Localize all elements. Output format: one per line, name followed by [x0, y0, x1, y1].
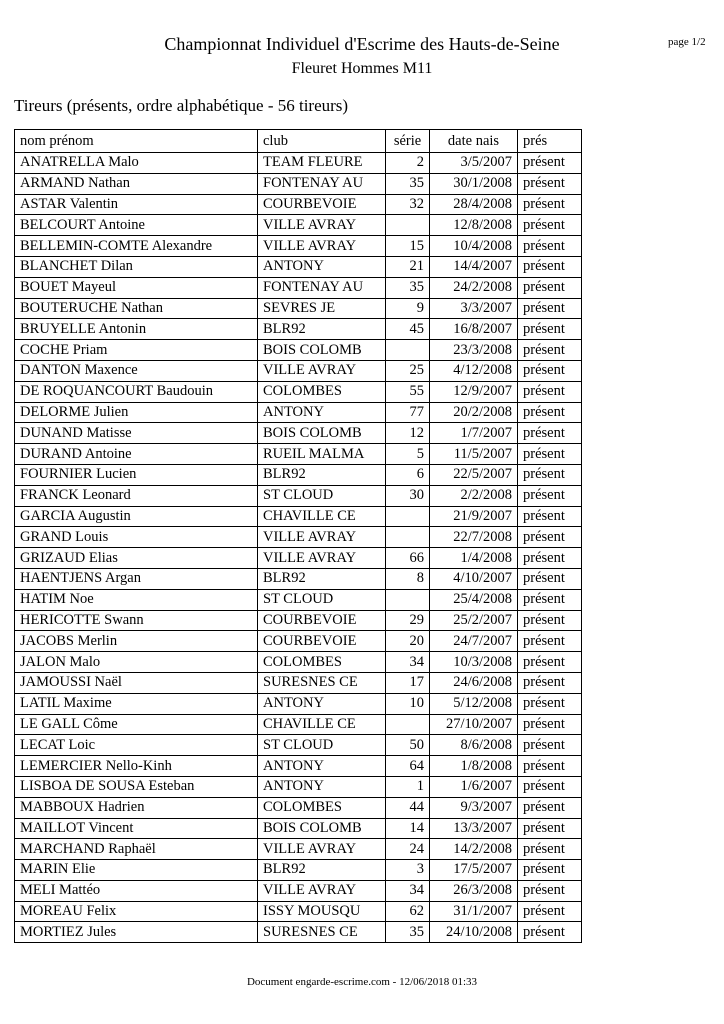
cell-club: COLOMBES: [258, 652, 386, 673]
cell-birthdate: 17/5/2007: [430, 860, 518, 881]
table-row: [15, 423, 582, 444]
cell-presence: présent: [518, 672, 582, 693]
cell-club: VILLE AVRAY: [258, 236, 386, 257]
cell-presence: présent: [518, 776, 582, 797]
cell-presence: présent: [518, 589, 582, 610]
fencers-table: [14, 129, 582, 943]
cell-presence: présent: [518, 693, 582, 714]
cell-birthdate: 13/3/2007: [430, 818, 518, 839]
cell-club: BOIS COLOMB: [258, 818, 386, 839]
cell-serie: 45: [386, 319, 430, 340]
cell-name: BELCOURT Antoine: [15, 215, 258, 236]
cell-birthdate: 3/3/2007: [430, 298, 518, 319]
cell-name: COCHE Priam: [15, 340, 258, 361]
cell-presence: présent: [518, 714, 582, 735]
cell-name: LECAT Loic: [15, 735, 258, 756]
cell-club: VILLE AVRAY: [258, 527, 386, 548]
column-header-birthdate: date nais: [430, 130, 518, 153]
cell-serie: 20: [386, 631, 430, 652]
table-row: [15, 735, 582, 756]
cell-club: COURBEVOIE: [258, 631, 386, 652]
cell-serie: 5: [386, 444, 430, 465]
cell-birthdate: 14/2/2008: [430, 839, 518, 860]
cell-name: DURAND Antoine: [15, 444, 258, 465]
cell-name: DE ROQUANCOURT Baudouin: [15, 381, 258, 402]
cell-club: ST CLOUD: [258, 735, 386, 756]
cell-name: FOURNIER Lucien: [15, 464, 258, 485]
cell-club: ANTONY: [258, 693, 386, 714]
cell-name: MARIN Elie: [15, 860, 258, 881]
cell-club: ANTONY: [258, 756, 386, 777]
cell-name: LISBOA DE SOUSA Esteban: [15, 776, 258, 797]
cell-club: ANTONY: [258, 776, 386, 797]
cell-presence: présent: [518, 402, 582, 423]
cell-presence: présent: [518, 922, 582, 943]
column-header-name: nom prénom: [15, 130, 258, 153]
cell-serie: 32: [386, 194, 430, 215]
cell-club: COURBEVOIE: [258, 194, 386, 215]
cell-name: BRUYELLE Antonin: [15, 319, 258, 340]
cell-serie: 17: [386, 672, 430, 693]
cell-club: SURESNES CE: [258, 922, 386, 943]
cell-birthdate: 4/10/2007: [430, 568, 518, 589]
cell-presence: présent: [518, 631, 582, 652]
cell-name: HERICOTTE Swann: [15, 610, 258, 631]
table-row: [15, 381, 582, 402]
cell-serie: 35: [386, 922, 430, 943]
cell-presence: présent: [518, 360, 582, 381]
cell-club: CHAVILLE CE: [258, 714, 386, 735]
cell-name: JALON Malo: [15, 652, 258, 673]
cell-club: VILLE AVRAY: [258, 215, 386, 236]
cell-serie: 21: [386, 256, 430, 277]
cell-club: ST CLOUD: [258, 485, 386, 506]
cell-presence: présent: [518, 901, 582, 922]
cell-presence: présent: [518, 298, 582, 319]
table-row: [15, 880, 582, 901]
competition-category: Fleuret Hommes M11: [291, 60, 433, 77]
cell-birthdate: 25/2/2007: [430, 610, 518, 631]
cell-presence: présent: [518, 797, 582, 818]
cell-birthdate: 24/6/2008: [430, 672, 518, 693]
cell-club: VILLE AVRAY: [258, 880, 386, 901]
table-row: [15, 672, 582, 693]
cell-serie: [386, 506, 430, 527]
column-header-presence: prés: [518, 130, 582, 153]
document-footer: Document engarde-escrime.com - 12/06/2018 01:33: [246, 976, 478, 988]
table-row: [15, 360, 582, 381]
cell-serie: [386, 714, 430, 735]
cell-name: MOREAU Felix: [15, 901, 258, 922]
cell-presence: présent: [518, 568, 582, 589]
cell-serie: 6: [386, 464, 430, 485]
cell-serie: 15: [386, 236, 430, 257]
fencers-table-body: [15, 130, 582, 943]
cell-serie: [386, 340, 430, 361]
cell-presence: présent: [518, 423, 582, 444]
cell-serie: [386, 215, 430, 236]
cell-club: COLOMBES: [258, 381, 386, 402]
column-header-club: club: [258, 130, 386, 153]
cell-presence: présent: [518, 735, 582, 756]
cell-birthdate: 5/12/2008: [430, 693, 518, 714]
cell-birthdate: 24/10/2008: [430, 922, 518, 943]
cell-presence: présent: [518, 839, 582, 860]
page-number: page 1/2: [668, 36, 706, 48]
cell-club: RUEIL MALMA: [258, 444, 386, 465]
cell-birthdate: 12/8/2008: [430, 215, 518, 236]
cell-name: GARCIA Augustin: [15, 506, 258, 527]
cell-presence: présent: [518, 444, 582, 465]
cell-serie: 25: [386, 360, 430, 381]
cell-serie: 44: [386, 797, 430, 818]
cell-serie: 30: [386, 485, 430, 506]
cell-serie: 10: [386, 693, 430, 714]
table-row: [15, 652, 582, 673]
cell-club: BLR92: [258, 319, 386, 340]
table-row: [15, 631, 582, 652]
cell-club: ANTONY: [258, 256, 386, 277]
cell-club: ISSY MOUSQU: [258, 901, 386, 922]
table-row: [15, 153, 582, 174]
cell-birthdate: 10/3/2008: [430, 652, 518, 673]
cell-birthdate: 10/4/2008: [430, 236, 518, 257]
cell-serie: 29: [386, 610, 430, 631]
cell-club: CHAVILLE CE: [258, 506, 386, 527]
cell-serie: [386, 589, 430, 610]
table-row: [15, 340, 582, 361]
cell-presence: présent: [518, 173, 582, 194]
cell-presence: présent: [518, 506, 582, 527]
table-row: [15, 236, 582, 257]
table-row: [15, 776, 582, 797]
cell-birthdate: 1/7/2007: [430, 423, 518, 444]
cell-serie: 64: [386, 756, 430, 777]
cell-name: FRANCK Leonard: [15, 485, 258, 506]
cell-serie: 2: [386, 153, 430, 174]
table-row: [15, 693, 582, 714]
table-row: [15, 506, 582, 527]
cell-name: JACOBS Merlin: [15, 631, 258, 652]
cell-club: SURESNES CE: [258, 672, 386, 693]
cell-club: BOIS COLOMB: [258, 423, 386, 444]
cell-name: MORTIEZ Jules: [15, 922, 258, 943]
cell-birthdate: 28/4/2008: [430, 194, 518, 215]
cell-name: JAMOUSSI Naël: [15, 672, 258, 693]
cell-name: DELORME Julien: [15, 402, 258, 423]
cell-club: BLR92: [258, 860, 386, 881]
cell-birthdate: 9/3/2007: [430, 797, 518, 818]
cell-presence: présent: [518, 756, 582, 777]
cell-birthdate: 25/4/2008: [430, 589, 518, 610]
cell-serie: 34: [386, 880, 430, 901]
cell-birthdate: 2/2/2008: [430, 485, 518, 506]
cell-club: TEAM FLEURE: [258, 153, 386, 174]
cell-birthdate: 21/9/2007: [430, 506, 518, 527]
cell-birthdate: 4/12/2008: [430, 360, 518, 381]
cell-serie: 3: [386, 860, 430, 881]
cell-serie: 66: [386, 548, 430, 569]
cell-birthdate: 24/2/2008: [430, 277, 518, 298]
cell-presence: présent: [518, 153, 582, 174]
table-row: [15, 818, 582, 839]
cell-birthdate: 23/3/2008: [430, 340, 518, 361]
cell-birthdate: 30/1/2008: [430, 173, 518, 194]
cell-name: MELI Mattéo: [15, 880, 258, 901]
cell-name: BOUTERUCHE Nathan: [15, 298, 258, 319]
cell-birthdate: 26/3/2008: [430, 880, 518, 901]
cell-serie: 35: [386, 277, 430, 298]
cell-name: LEMERCIER Nello-Kinh: [15, 756, 258, 777]
cell-name: MABBOUX Hadrien: [15, 797, 258, 818]
table-row: [15, 402, 582, 423]
cell-presence: présent: [518, 527, 582, 548]
cell-birthdate: 24/7/2007: [430, 631, 518, 652]
table-header-row: [15, 130, 582, 153]
cell-presence: présent: [518, 236, 582, 257]
cell-name: BOUET Mayeul: [15, 277, 258, 298]
cell-name: BLANCHET Dilan: [15, 256, 258, 277]
cell-presence: présent: [518, 194, 582, 215]
table-row: [15, 194, 582, 215]
cell-serie: 77: [386, 402, 430, 423]
cell-presence: présent: [518, 319, 582, 340]
cell-club: SEVRES JE: [258, 298, 386, 319]
cell-birthdate: 20/2/2008: [430, 402, 518, 423]
cell-serie: 62: [386, 901, 430, 922]
cell-birthdate: 12/9/2007: [430, 381, 518, 402]
cell-presence: présent: [518, 256, 582, 277]
cell-club: VILLE AVRAY: [258, 548, 386, 569]
cell-serie: 8: [386, 568, 430, 589]
cell-birthdate: 14/4/2007: [430, 256, 518, 277]
cell-club: VILLE AVRAY: [258, 360, 386, 381]
cell-presence: présent: [518, 880, 582, 901]
cell-name: GRIZAUD Elias: [15, 548, 258, 569]
cell-serie: 55: [386, 381, 430, 402]
table-row: [15, 548, 582, 569]
table-row: [15, 610, 582, 631]
table-row: [15, 839, 582, 860]
cell-presence: présent: [518, 652, 582, 673]
cell-name: ASTAR Valentin: [15, 194, 258, 215]
cell-name: DANTON Maxence: [15, 360, 258, 381]
table-row: [15, 860, 582, 881]
cell-birthdate: 1/8/2008: [430, 756, 518, 777]
cell-club: BOIS COLOMB: [258, 340, 386, 361]
table-row: [15, 568, 582, 589]
table-row: [15, 298, 582, 319]
table-row: [15, 922, 582, 943]
cell-birthdate: 11/5/2007: [430, 444, 518, 465]
table-row: [15, 256, 582, 277]
cell-birthdate: 16/8/2007: [430, 319, 518, 340]
cell-birthdate: 8/6/2008: [430, 735, 518, 756]
cell-club: BLR92: [258, 568, 386, 589]
cell-presence: présent: [518, 215, 582, 236]
cell-birthdate: 31/1/2007: [430, 901, 518, 922]
table-row: [15, 797, 582, 818]
table-row: [15, 756, 582, 777]
cell-presence: présent: [518, 610, 582, 631]
cell-serie: 9: [386, 298, 430, 319]
cell-birthdate: 22/5/2007: [430, 464, 518, 485]
cell-club: COLOMBES: [258, 797, 386, 818]
table-row: [15, 485, 582, 506]
cell-club: FONTENAY AU: [258, 173, 386, 194]
table-row: [15, 464, 582, 485]
cell-presence: présent: [518, 340, 582, 361]
cell-club: ST CLOUD: [258, 589, 386, 610]
table-row: [15, 215, 582, 236]
cell-birthdate: 22/7/2008: [430, 527, 518, 548]
cell-serie: 34: [386, 652, 430, 673]
cell-serie: 1: [386, 776, 430, 797]
cell-club: VILLE AVRAY: [258, 839, 386, 860]
cell-name: LE GALL Côme: [15, 714, 258, 735]
cell-name: ANATRELLA Malo: [15, 153, 258, 174]
table-row: [15, 589, 582, 610]
cell-name: HATIM Noe: [15, 589, 258, 610]
table-row: [15, 173, 582, 194]
cell-serie: 35: [386, 173, 430, 194]
cell-presence: présent: [518, 860, 582, 881]
cell-serie: 14: [386, 818, 430, 839]
cell-club: ANTONY: [258, 402, 386, 423]
table-row: [15, 527, 582, 548]
cell-club: COURBEVOIE: [258, 610, 386, 631]
section-title: Tireurs (présents, ordre alphabétique - 56 tireurs): [14, 96, 349, 115]
cell-birthdate: 1/4/2008: [430, 548, 518, 569]
cell-presence: présent: [518, 464, 582, 485]
cell-presence: présent: [518, 277, 582, 298]
cell-name: GRAND Louis: [15, 527, 258, 548]
cell-club: BLR92: [258, 464, 386, 485]
cell-serie: [386, 527, 430, 548]
table-row: [15, 319, 582, 340]
cell-name: LATIL Maxime: [15, 693, 258, 714]
cell-serie: 50: [386, 735, 430, 756]
cell-serie: 12: [386, 423, 430, 444]
cell-presence: présent: [518, 818, 582, 839]
cell-birthdate: 3/5/2007: [430, 153, 518, 174]
table-row: [15, 901, 582, 922]
cell-name: HAENTJENS Argan: [15, 568, 258, 589]
cell-name: DUNAND Matisse: [15, 423, 258, 444]
cell-presence: présent: [518, 381, 582, 402]
cell-club: FONTENAY AU: [258, 277, 386, 298]
table-row: [15, 714, 582, 735]
cell-presence: présent: [518, 548, 582, 569]
table-row: [15, 444, 582, 465]
cell-name: MAILLOT Vincent: [15, 818, 258, 839]
table-row: [15, 277, 582, 298]
cell-name: MARCHAND Raphaël: [15, 839, 258, 860]
document-title: Championnat Individuel d'Escrime des Hauts-de-Seine: [164, 34, 560, 54]
cell-birthdate: 27/10/2007: [430, 714, 518, 735]
cell-presence: présent: [518, 485, 582, 506]
cell-birthdate: 1/6/2007: [430, 776, 518, 797]
cell-name: BELLEMIN-COMTE Alexandre: [15, 236, 258, 257]
column-header-serie: série: [386, 130, 430, 153]
cell-serie: 24: [386, 839, 430, 860]
cell-name: ARMAND Nathan: [15, 173, 258, 194]
